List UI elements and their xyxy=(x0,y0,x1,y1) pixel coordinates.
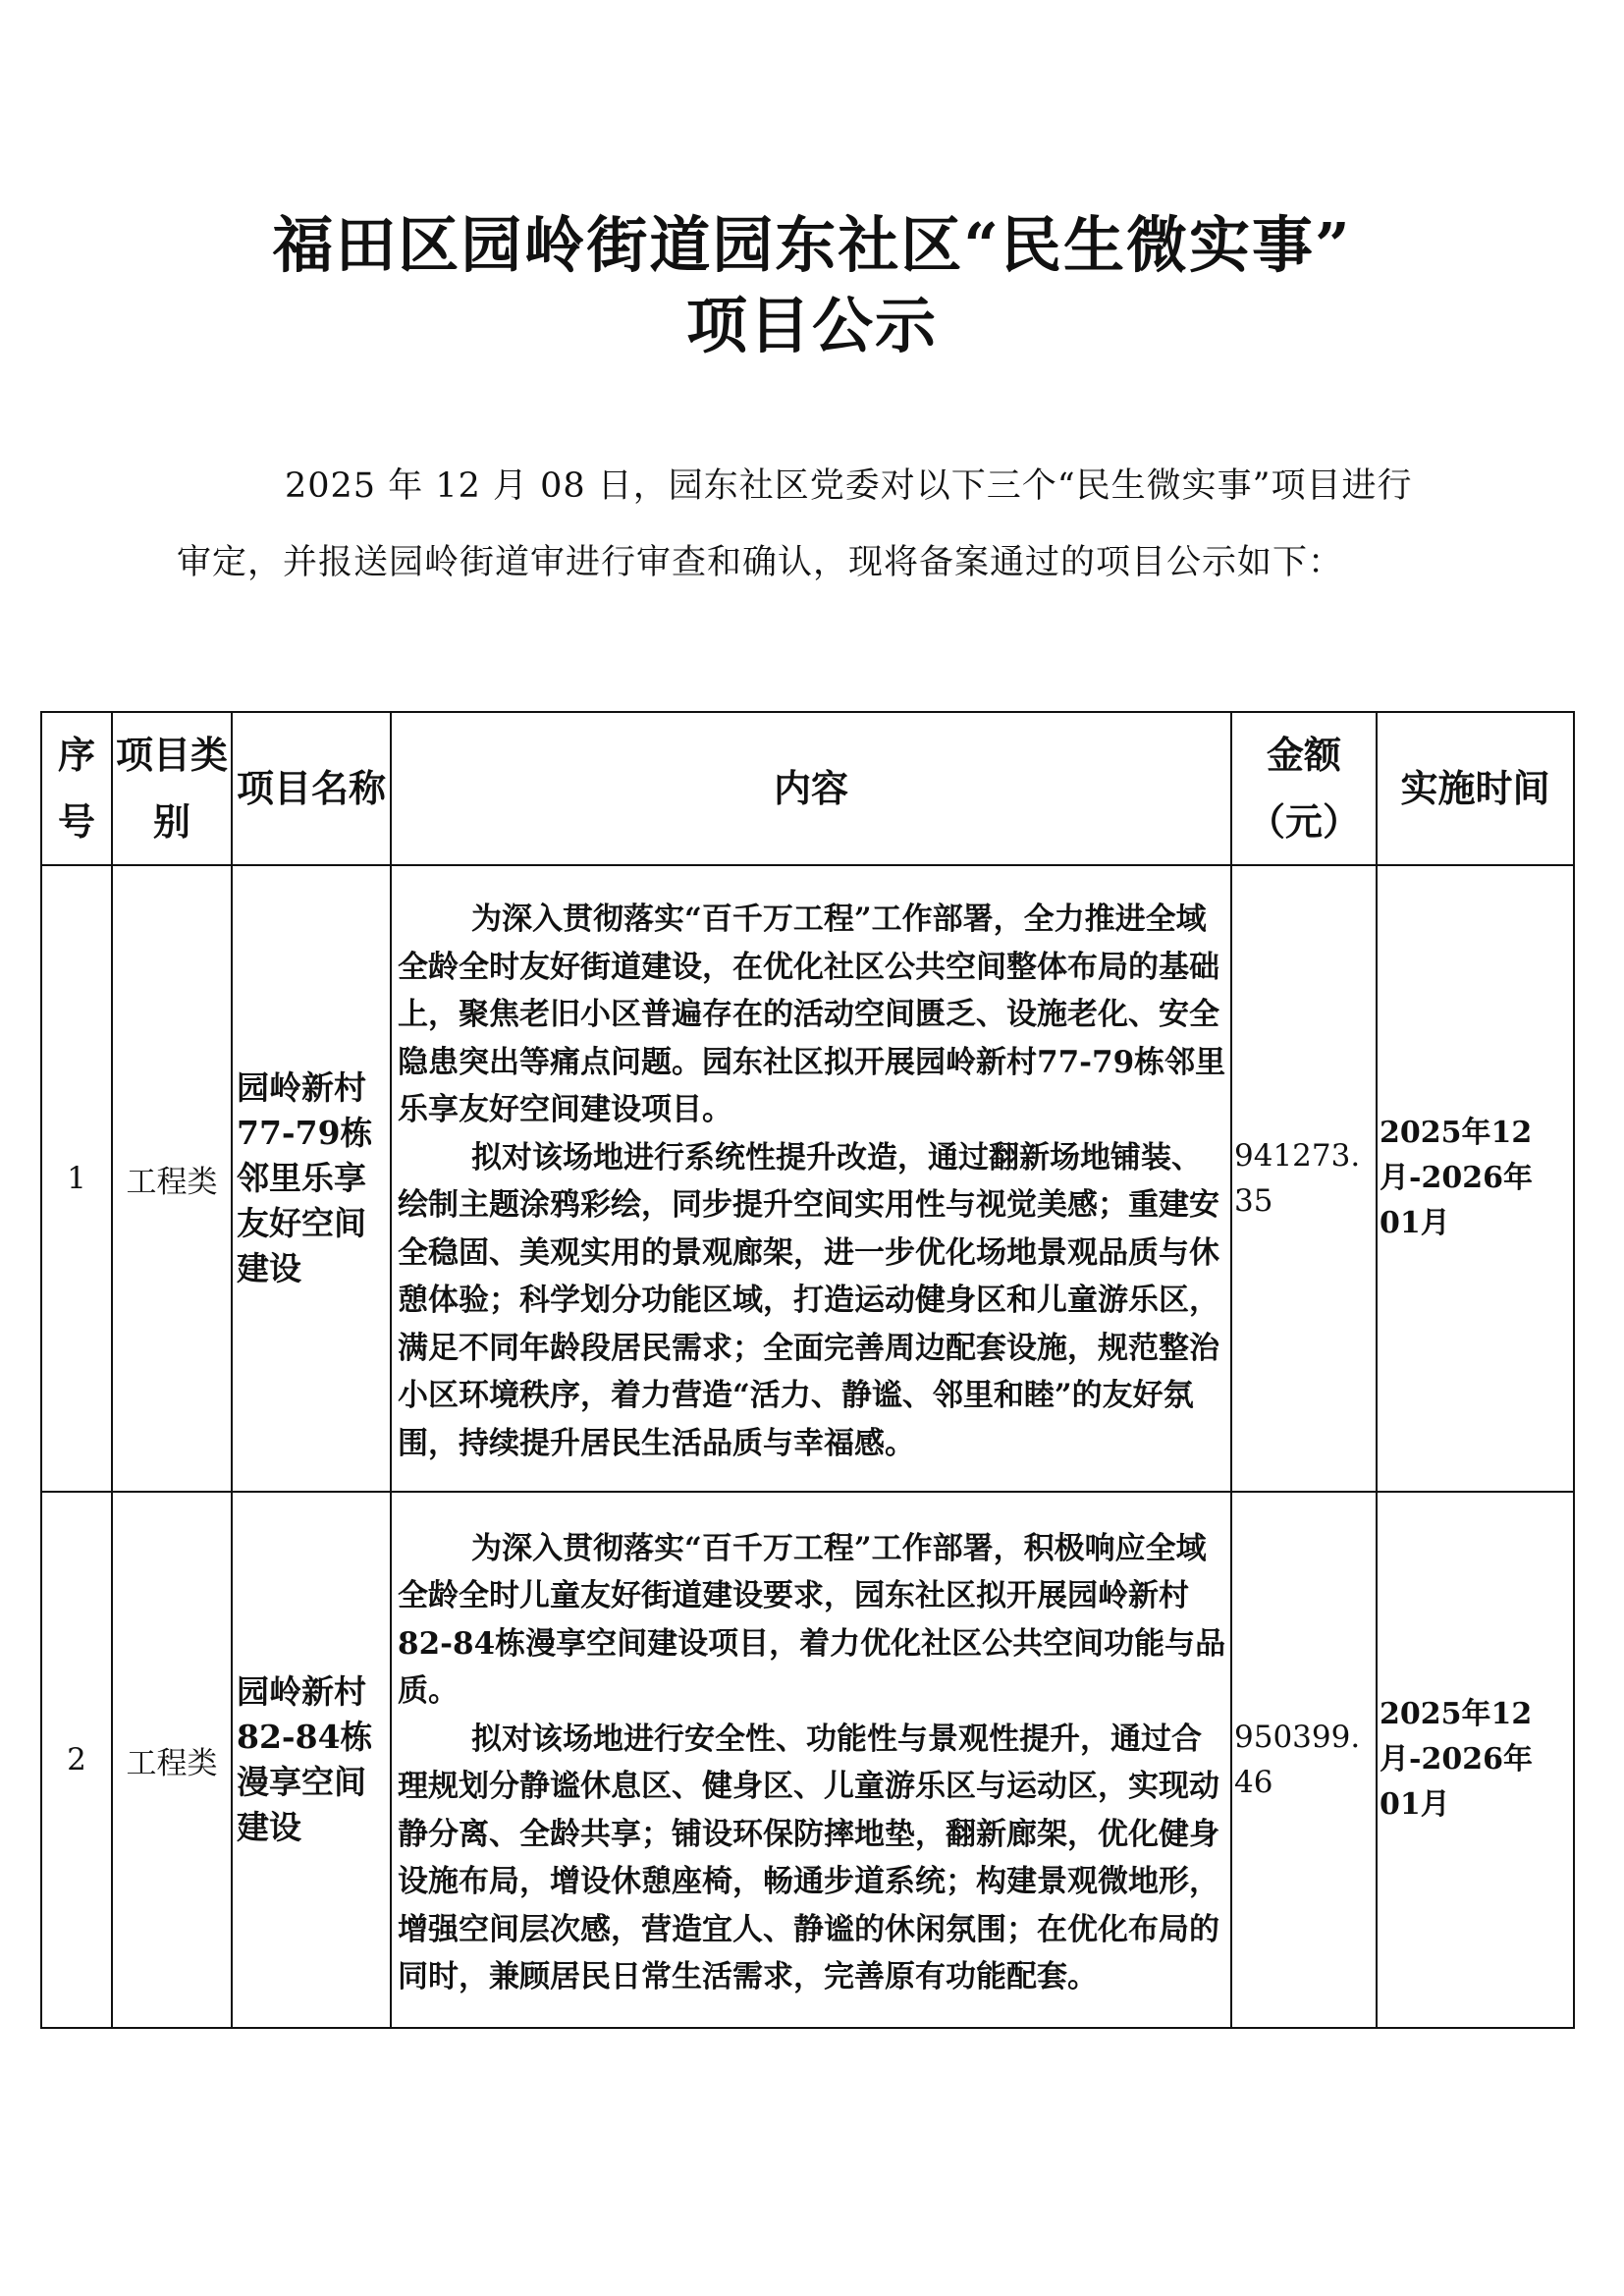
row-content xyxy=(391,865,1231,1492)
row-no: 1 xyxy=(41,865,112,1492)
row-content-paragraph: 为深入贯彻落实“百千万工程”工作部署，全力推进全域全龄全时友好街道建设，在优化社区公共空间整体布局的基础上，聚焦老旧小区普遍存在的活动空间匮乏、设施老化、安全隐患突出等痛点问题。园东社区拟开展园岭新村77-79栋邻里乐享友好空间建设项目。 xyxy=(398,902,1226,1127)
table-row xyxy=(41,1492,1574,2028)
header-no: 序号 xyxy=(41,712,112,865)
row-name: 园岭新村77-79栋邻里乐享友好空间建设 xyxy=(232,865,391,1492)
row-content-paragraph: 拟对该场地进行系统性提升改造，通过翻新场地铺装、绘制主题涂鸦彩绘，同步提升空间实用性与视觉美感；重建安全稳固、美观实用的景观廊架，进一步优化场地景观品质与休憩体验；科学划分功能区域，打造运动健身区和儿童游乐区，满足不同年龄段居民需求；全面完善周边配套设施，规范整治小区环境秩序，着力营造“活力、静谧、邻里和睦”的友好氛围，持续提升居民生活品质与幸福感。 xyxy=(398,1139,1219,1461)
row-content xyxy=(391,1492,1231,2028)
page-title-line1: 福田区园岭街道园东社区“民生微实事” xyxy=(272,209,1352,281)
row-name: 园岭新村82-84栋漫享空间建设 xyxy=(232,1492,391,2028)
row-time: 2025年12月-2026年01月 xyxy=(1377,1492,1574,2028)
row-category: 工程类 xyxy=(112,865,232,1492)
row-time: 2025年12月-2026年01月 xyxy=(1377,865,1574,1492)
table-row xyxy=(41,865,1574,1492)
header-time: 实施时间 xyxy=(1377,712,1574,865)
intro-paragraph: 2025 年 12 月 08 日，园东社区党委对以下三个“民生微实事”项目进行审定，并报送园岭街道审进行审查和确认，现将备案通过的项目公示如下： xyxy=(177,466,1413,582)
page-title-line2: 项目公示 xyxy=(685,290,938,361)
row-amount: 950399.46 xyxy=(1231,1492,1377,2028)
project-table xyxy=(40,711,1575,2029)
row-content-paragraph: 为深入贯彻落实“百千万工程”工作部署，积极响应全域全龄全时儿童友好街道建设要求，园东社区拟开展园岭新村82-84栋漫享空间建设项目，着力优化社区公共空间功能与品质。 xyxy=(398,1530,1226,1709)
header-name: 项目名称 xyxy=(232,712,391,865)
row-category: 工程类 xyxy=(112,1492,232,2028)
table-header-row xyxy=(41,712,1574,865)
row-amount: 941273.35 xyxy=(1231,865,1377,1492)
header-content: 内容 xyxy=(391,712,1231,865)
header-category: 项目类别 xyxy=(112,712,232,865)
header-amount: 金额（元） xyxy=(1231,712,1377,865)
row-no: 2 xyxy=(41,1492,112,2028)
row-content-paragraph: 拟对该场地进行安全性、功能性与景观性提升，通过合理规划分静谧休息区、健身区、儿童游乐区与运动区，实现动静分离、全龄共享；铺设环保防摔地垫，翻新廊架，优化健身设施布局，增设休憩座椅，畅通步道系统；构建景观微地形，增强空间层次感，营造宜人、静谧的休闲氛围；在优化布局的同时，兼顾居民日常生活需求，完善原有功能配套。 xyxy=(398,1721,1219,1995)
